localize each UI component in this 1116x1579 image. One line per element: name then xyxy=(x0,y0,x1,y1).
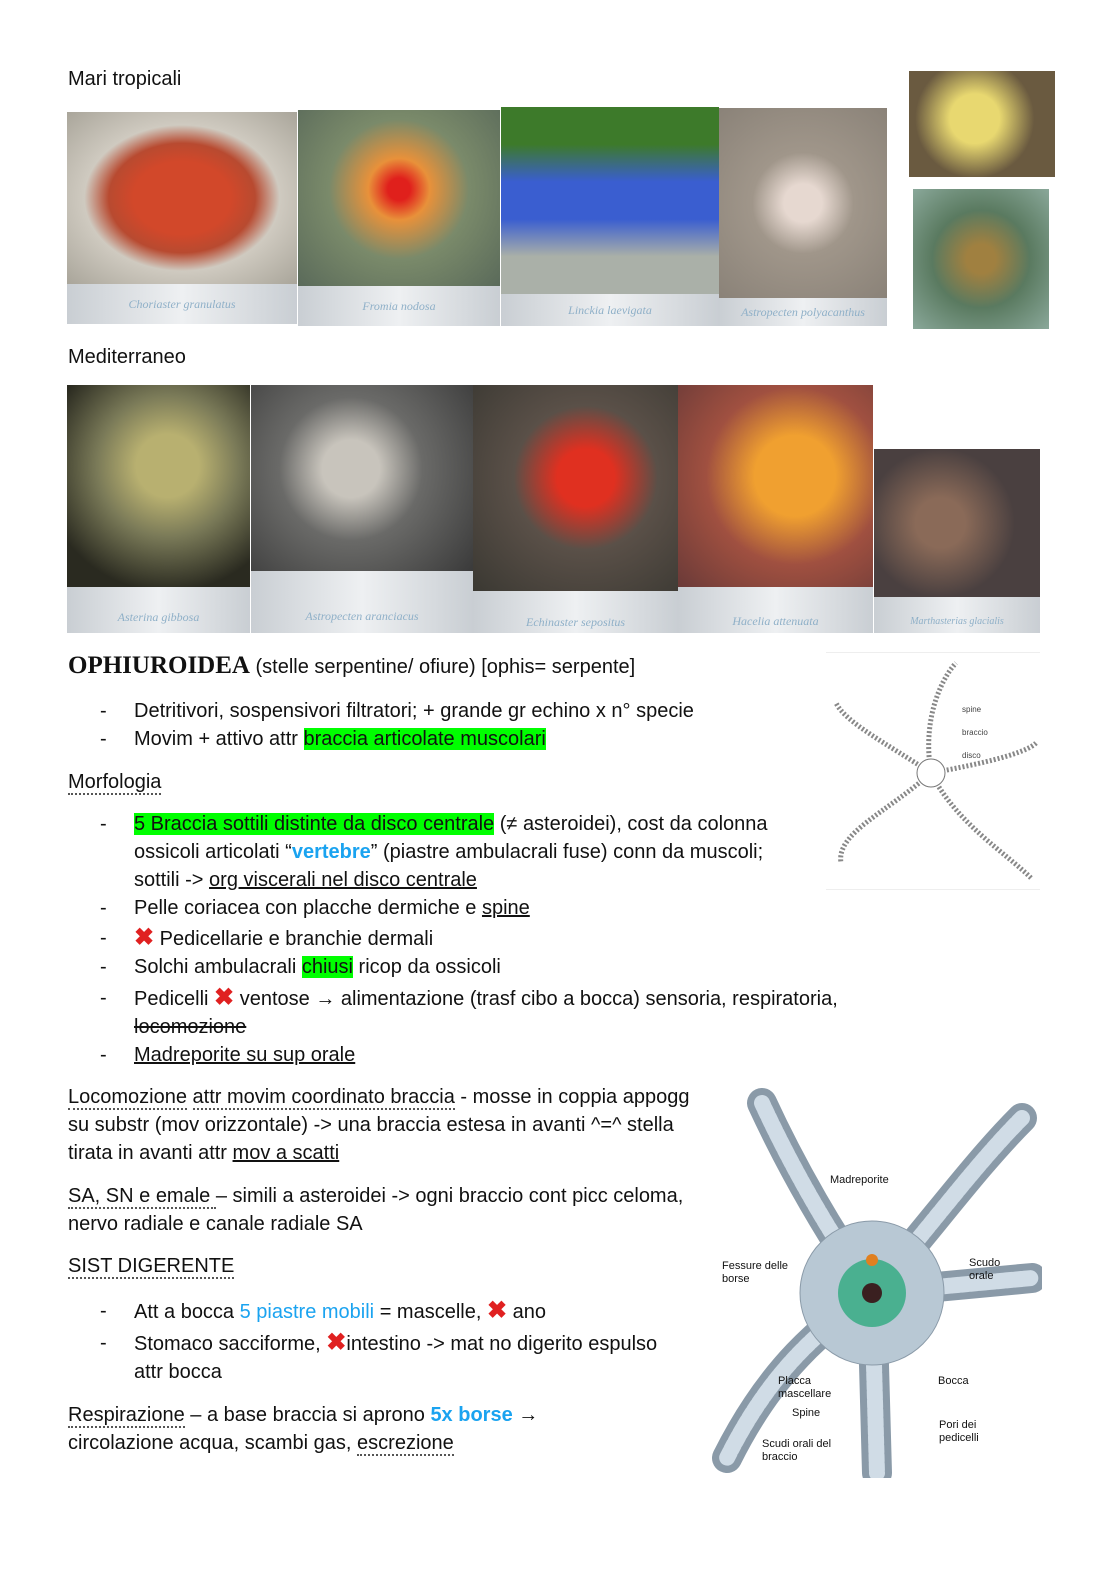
photo-yellow-star xyxy=(909,71,1055,177)
heading-subtitle: (stelle serpentine/ ofiure) [ophis= serpente] xyxy=(249,656,636,678)
label-scudo-orale: Scudo orale xyxy=(969,1257,1001,1282)
photo-astropecten-aran: Astropecten aranciacus xyxy=(251,385,473,633)
morf-bullet-4: - Solchi ambulacrali chiusi ricop da ossicoli xyxy=(100,956,501,978)
photo-fromia: Fromia nodosa xyxy=(298,110,500,326)
morf-bullet-1: - 5 Braccia sottili distinte da disco centrale (≠ asteroidei), cost da colonna ossicoli articolati “vertebre” (piastre ambulacrali fuse) conn da muscoli; sottili -> org viscerali nel disco centrale xyxy=(100,813,768,891)
intro-bullet-2: - Movim + attivo attr braccia articolate muscolari xyxy=(100,728,546,750)
respirazione-paragraph: Respirazione – a base braccia si aprono 5x borse → circolazione acqua, scambi gas, escrezione xyxy=(68,1404,539,1454)
label-fessure: Fessure delle borse xyxy=(722,1260,789,1285)
label-spine: Spine xyxy=(792,1407,821,1419)
dig-bullet-1: - Att a bocca 5 piastre mobili = mascelle, ✖ ano xyxy=(100,1297,547,1324)
dig-bullet-2: - Stomaco sacciforme, ✖intestino -> mat no digerito espulso attr bocca xyxy=(100,1329,658,1383)
photo-asterina: Asterina gibbosa xyxy=(67,385,250,633)
morfologia-heading: Morfologia xyxy=(68,771,162,793)
locomozione-paragraph: Locomozione attr movim coordinato braccia - mosse in coppia appogg su substr (mov orizzontale) -> una braccia estesa in avanti ^=^ stella tirata in avanti attr mov a scatti xyxy=(68,1086,690,1164)
photo-marthasterias: Marthasterias glacialis xyxy=(874,449,1040,633)
ophiuroid-anatomy-diagram xyxy=(712,1088,1042,1478)
label-madreporite: Madreporite xyxy=(830,1174,889,1186)
cross-icon: ✖ xyxy=(214,984,235,1011)
sketch-label-disco: disco xyxy=(962,751,981,760)
photo-linckia: Linckia laevigata xyxy=(501,107,719,326)
label-bocca: Bocca xyxy=(938,1375,969,1387)
sa-paragraph: SA, SN e emale – simili a asteroidei -> ogni braccio cont picc celoma, nervo radiale e canale radiale SA xyxy=(68,1185,684,1235)
section-label-tropical: Mari tropicali xyxy=(68,68,182,90)
digerente-heading: SIST DIGERENTE xyxy=(68,1255,235,1277)
photo-green-star xyxy=(913,189,1049,329)
morf-bullet-3: - ✖ Pedicellarie e branchie dermali xyxy=(100,924,434,951)
morf-bullet-2: - Pelle coriacea con placche dermiche e spine xyxy=(100,897,530,919)
morf-bullet-5: - Pedicelli ✖ ventose → alimentazione (trasf cibo a bocca) sensoria, respiratoria, locomozione xyxy=(100,984,838,1038)
sketch-label-braccio: braccio xyxy=(962,728,988,737)
cross-icon: ✖ xyxy=(486,1297,508,1324)
sketch-label-spine: spine xyxy=(962,705,982,714)
section-label-med: Mediterraneo xyxy=(68,346,186,368)
brittle-star-drawing xyxy=(826,653,1040,889)
photo-echinaster: Echinaster sepositus xyxy=(473,385,678,633)
photo-hacelia: Hacelia attenuata xyxy=(678,385,873,633)
morf-bullet-6: - Madreporite su sup orale xyxy=(100,1044,356,1066)
cross-icon: ✖ xyxy=(134,924,155,951)
intro-bullet-1: - Detritivori, sospensivori filtratori; + grande gr echino x n° specie xyxy=(100,700,694,722)
cross-icon: ✖ xyxy=(326,1329,347,1356)
label-placca: Placca mascellare xyxy=(778,1375,832,1400)
brittle-star-sketch xyxy=(826,652,1040,890)
label-scudi-orali: Scudi orali del braccio xyxy=(762,1438,832,1463)
label-pori: Pori dei pedicelli xyxy=(939,1419,979,1444)
photo-astropecten-poly: Astropecten polyacanthus xyxy=(719,108,887,326)
heading-title: OPHIUROIDEA xyxy=(68,652,250,679)
photo-choriaster: Choriaster granulatus xyxy=(67,112,297,324)
heading xyxy=(68,652,635,680)
